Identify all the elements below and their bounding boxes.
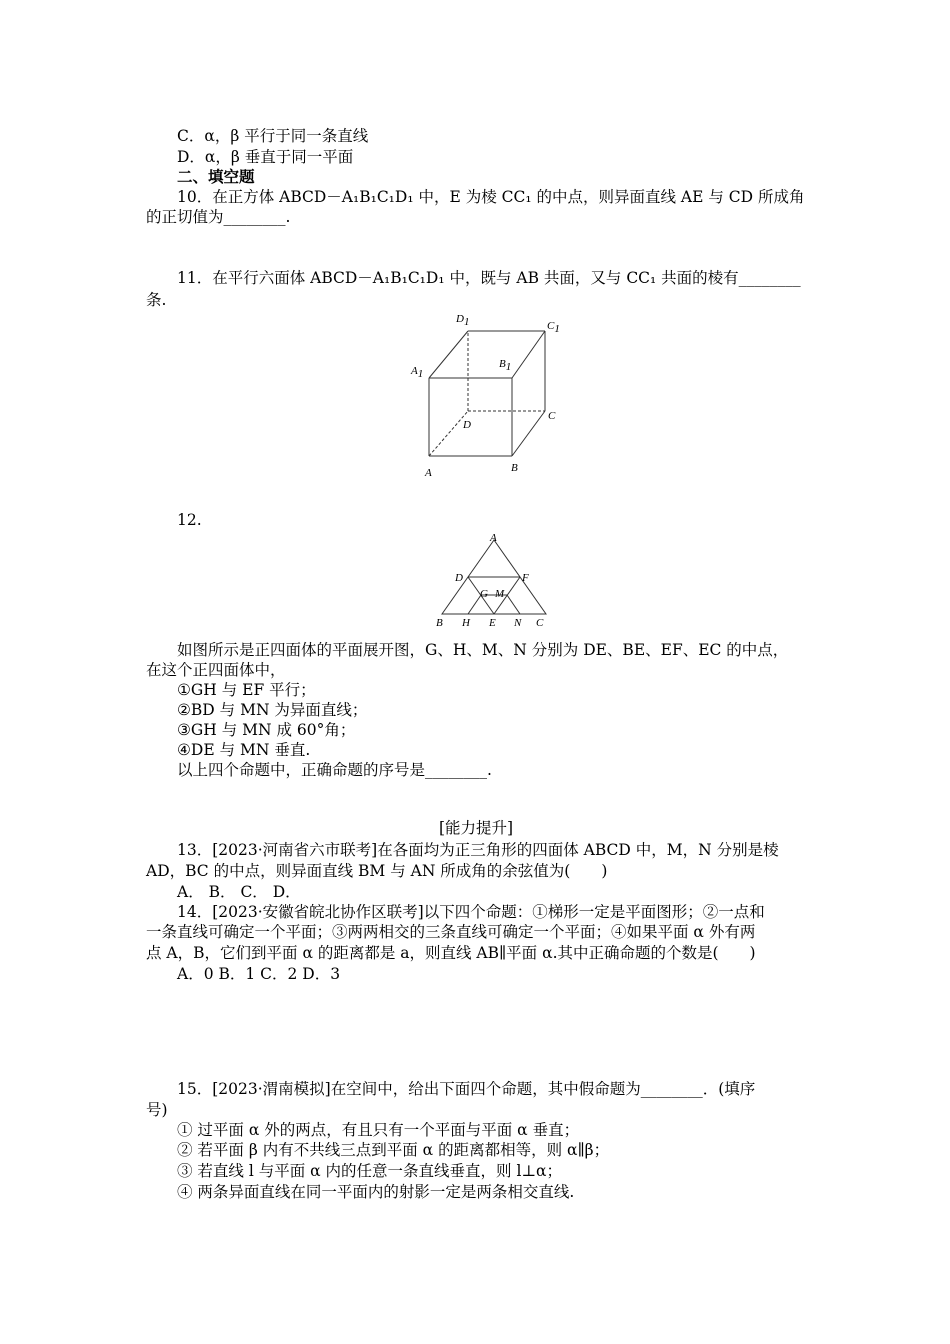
proposition-2: ② 若平面 β 内有不共线三点到平面 α 的距离都相等，则 α∥β；	[177, 1141, 610, 1159]
statement-4: ④DE 与 MN 垂直.	[177, 741, 311, 759]
question-10: 10．在正方体 ABCD－A₁B₁C₁D₁ 中，E 为棱 CC₁ 的中点，则异面直线 AE 与 CD 所成角	[177, 188, 805, 206]
proposition-1: ① 过平面 α 外的两点，有且只有一个平面与平面 α 垂直；	[177, 1121, 580, 1139]
question-15-cont: 号)	[146, 1101, 168, 1119]
label-d: D	[463, 419, 471, 431]
label-b: B	[511, 462, 518, 474]
option-d: D．α，β 垂直于同一平面	[177, 148, 354, 166]
net-label-a: A	[490, 532, 497, 544]
net-label-c: C	[536, 617, 544, 629]
net-label-g: G	[480, 588, 488, 600]
question-11: 11．在平行六面体 ABCD－A₁B₁C₁D₁ 中，既与 AB 共面，又与 CC₁ 共面的棱有________	[177, 269, 801, 287]
net-label-d: D	[455, 572, 463, 584]
label-c: C	[548, 410, 556, 422]
question-13-cont: AD，BC 的中点，则异面直线 BM 与 AN 所成角的余弦值为( )	[146, 862, 608, 880]
net-label-b: B	[436, 617, 443, 629]
parallelepiped-figure	[405, 308, 575, 488]
option-c: C．α，β 平行于同一条直线	[177, 127, 369, 145]
question-12-prompt: 以上四个命题中，正确命题的序号是________.	[177, 761, 492, 779]
net-label-f: F	[522, 572, 529, 584]
question-12: 如图所示是正四面体的平面展开图，G、H、M、N 分别为 DE、BE、EF、EC 的中点，	[177, 641, 789, 659]
label-a: A	[425, 467, 432, 479]
label-c1: C1	[547, 320, 560, 335]
label-d1: D1	[456, 313, 470, 328]
statement-2: ②BD 与 MN 为异面直线；	[177, 701, 368, 719]
question-10-cont: 的正切值为________.	[146, 208, 291, 226]
question-12-number: 12.	[177, 511, 202, 529]
question-11-cont: 条.	[146, 291, 167, 309]
label-a1: A1	[411, 365, 424, 380]
tetrahedron-net-figure	[430, 528, 550, 632]
proposition-4: ④ 两条异面直线在同一平面内的射影一定是两条相交直线.	[177, 1183, 575, 1201]
net-label-e: E	[489, 617, 496, 629]
statement-1: ①GH 与 EF 平行；	[177, 681, 316, 699]
net-label-m: M	[495, 588, 505, 600]
question-14-cont-1: 一条直线可确定一个平面；③两两相交的三条直线可确定一个平面；④如果平面 α 外有两	[146, 923, 756, 941]
question-12-cont: 在这个正四面体中，	[146, 661, 286, 679]
question-14-options: A．0 B．1 C．2 D．3	[177, 965, 341, 983]
section-ability-heading: [能力提升]	[438, 819, 514, 837]
question-14-cont-2: 点 A，B，它们到平面 α 的距离都是 a，则直线 AB∥平面 α.其中正确命题的个数是( )	[146, 944, 756, 962]
statement-3: ③GH 与 MN 成 60°角；	[177, 721, 356, 739]
section-heading: 二、填空题	[177, 167, 255, 186]
question-13: 13．[2023·河南省六市联考]在各面均为正三角形的四面体 ABCD 中，M，N 分别是棱	[177, 841, 779, 859]
question-14: 14．[2023·安徽省皖北协作区联考]以下四个命题：①梯形一定是平面图形；②一点和	[177, 903, 765, 921]
question-13-options: A． B． C． D．	[177, 883, 301, 901]
label-b1: B1	[499, 358, 512, 373]
proposition-3: ③ 若直线 l 与平面 α 内的任意一条直线垂直，则 l⊥α；	[177, 1162, 562, 1180]
net-label-h: H	[462, 617, 470, 629]
net-label-n: N	[514, 617, 522, 629]
question-15: 15．[2023·渭南模拟]在空间中，给出下面四个命题，其中假命题为________．(填序	[177, 1080, 756, 1098]
